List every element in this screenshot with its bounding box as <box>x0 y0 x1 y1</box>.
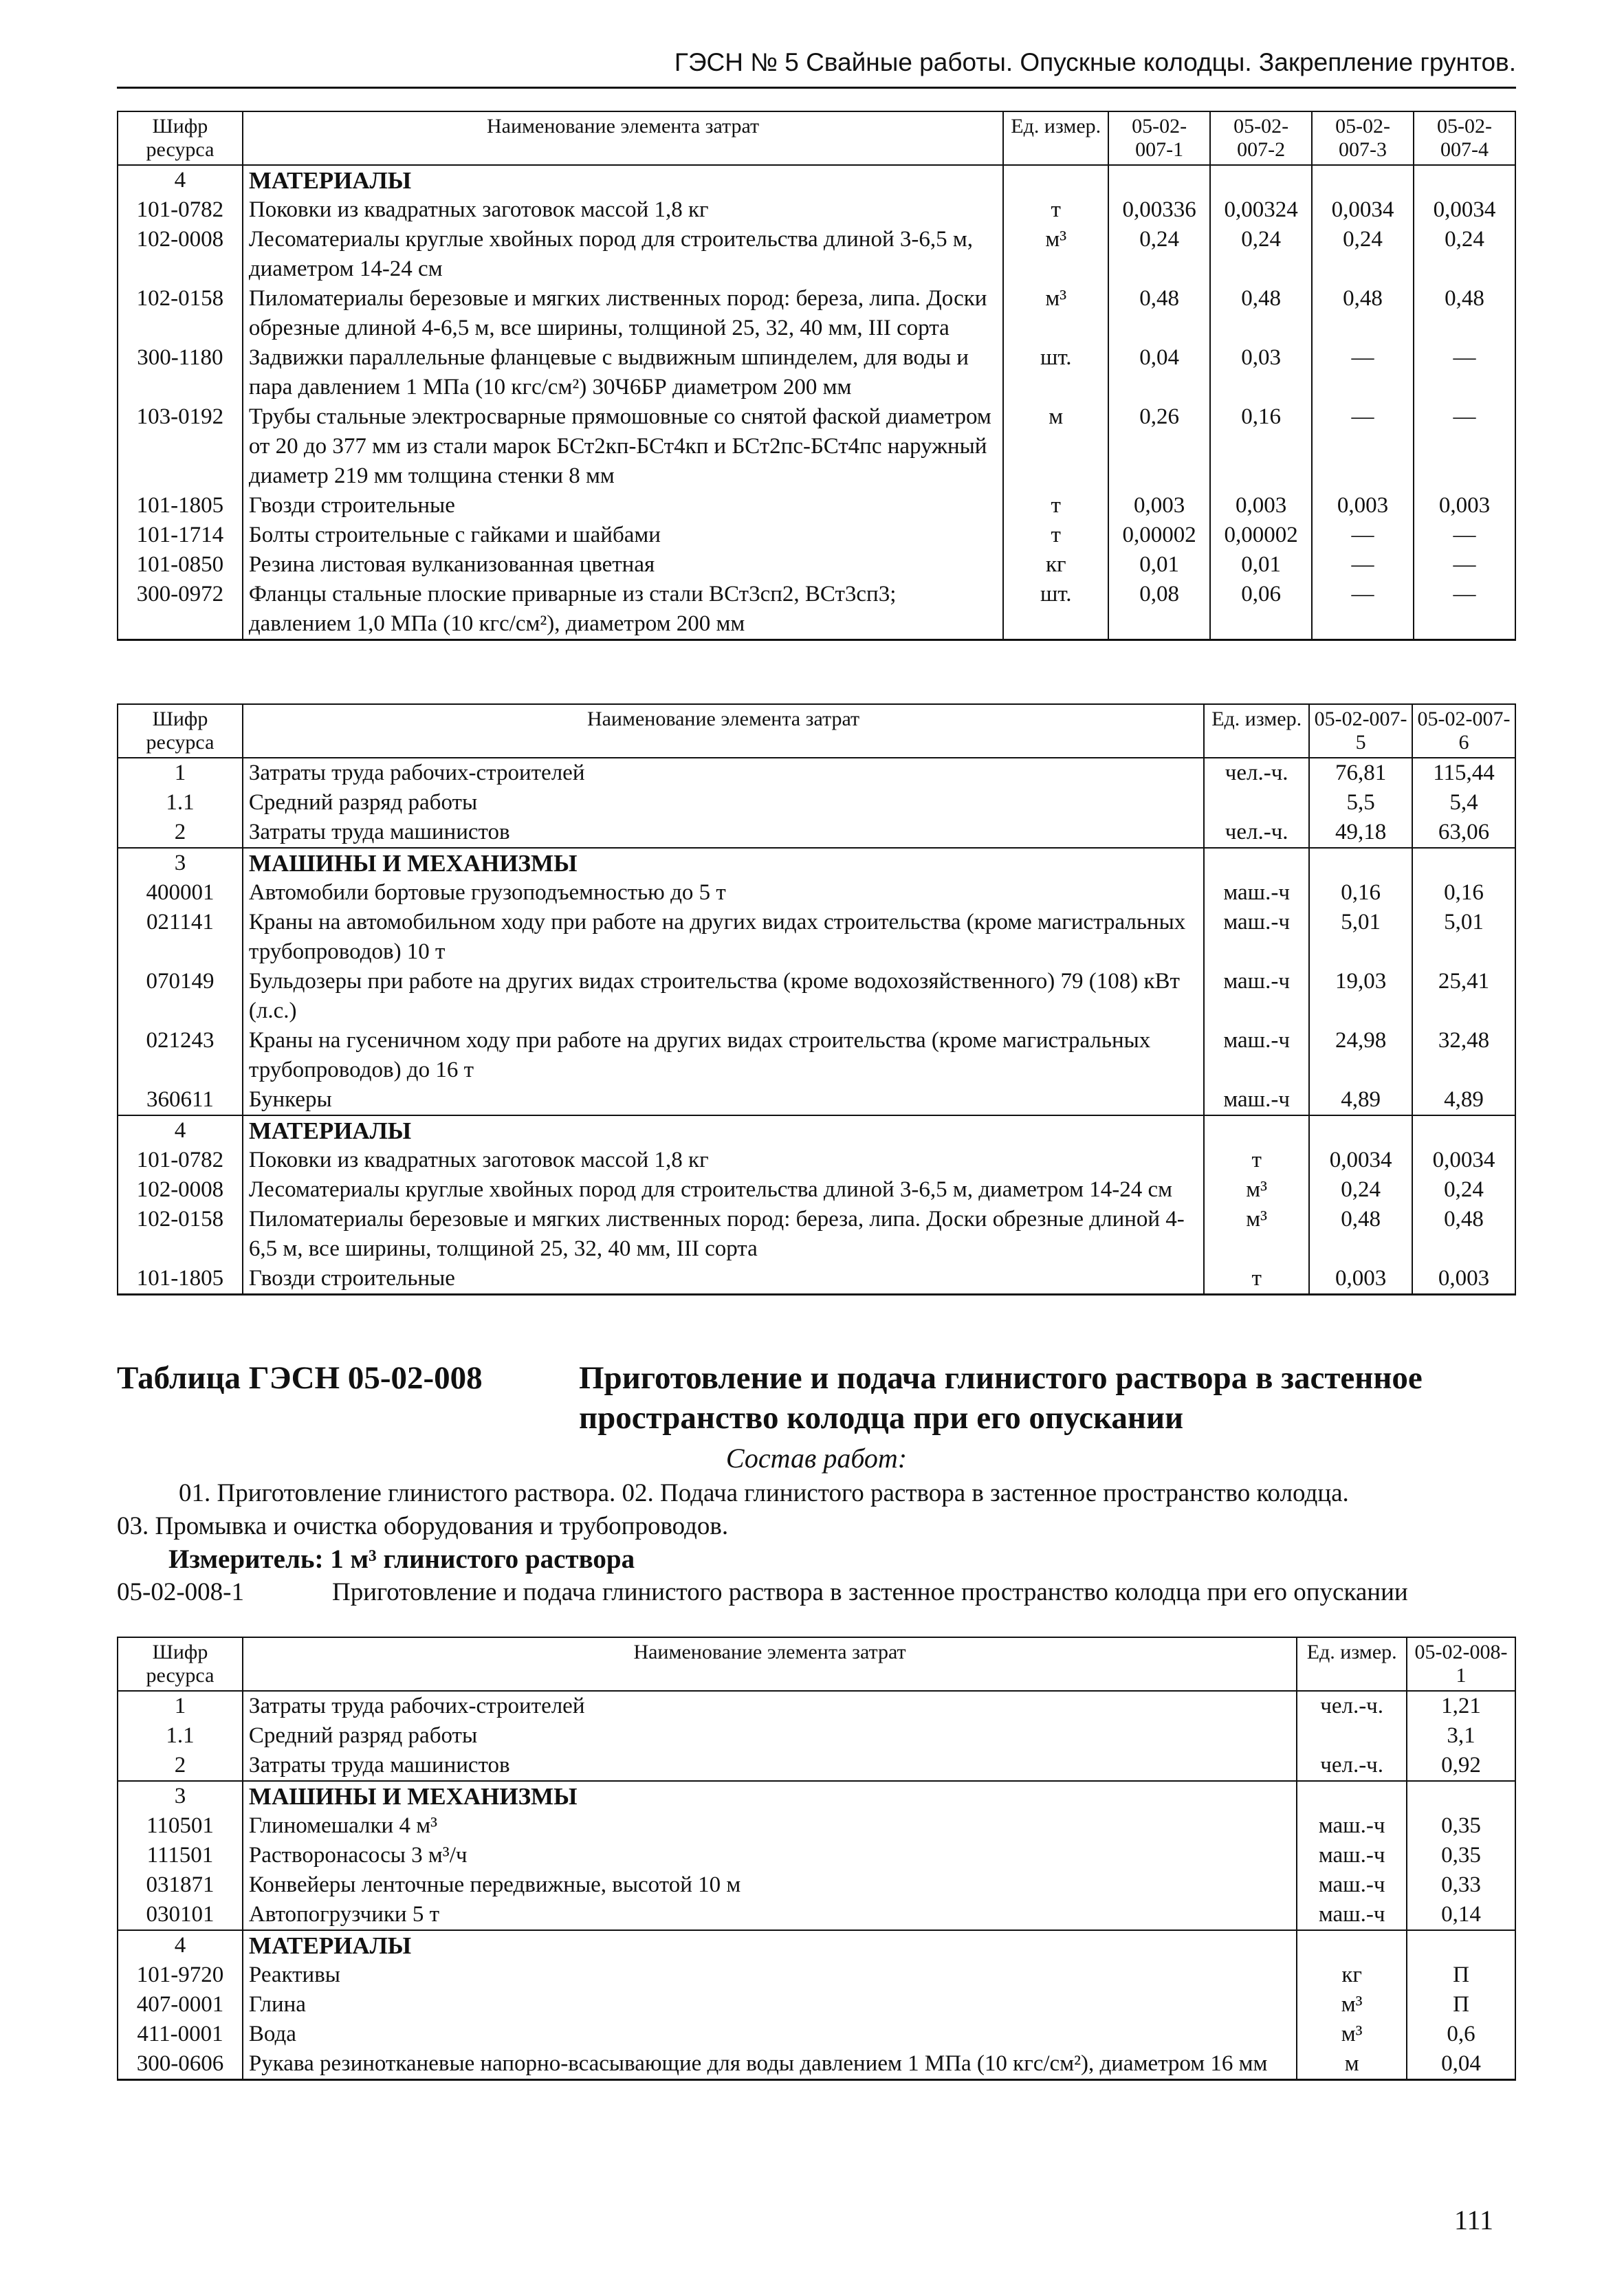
norm-value: 0,0034 <box>1309 1146 1412 1175</box>
norm-value: 0,33 <box>1407 1870 1515 1900</box>
table-title-text: Приготовление и подача глинистого раствора в застенное пространство колодца при его опускании <box>579 1360 1423 1436</box>
section-title: МАТЕРИАЛЫ <box>243 165 1003 195</box>
norm-value: 0,01 <box>1108 550 1210 580</box>
item-line <box>117 1576 1516 1609</box>
table-row <box>118 402 1515 491</box>
table-row <box>118 550 1515 580</box>
unit-cell <box>1297 1930 1407 1960</box>
resource-code: 1.1 <box>118 788 243 818</box>
meter-line: Измеритель: 1 м³ глинистого раствора <box>168 1544 635 1574</box>
resource-code: 111501 <box>118 1841 243 1870</box>
table-row <box>118 967 1515 1026</box>
resource-table-05-02-007-5-6 <box>117 703 1516 1295</box>
col-header-norm: 05-02-007-2 <box>1210 111 1312 165</box>
unit-cell: маш.-ч <box>1204 878 1309 908</box>
running-title: ГЭСН № 5 Свайные работы. Опускные колодцы. Закрепление грунтов. <box>674 48 1516 76</box>
unit-cell: кг <box>1003 550 1108 580</box>
norm-value: 0,003 <box>1108 491 1210 521</box>
section-row <box>118 848 1515 878</box>
table-row <box>118 580 1515 640</box>
resource-name: Трубы стальные электросварные прямошовные со снятой фаской диаметром от 20 до 377 мм из стали марок БСт2кп-БСт4кп и БСт2пс-БСт4пс наружный диаметр 219 мм толщина стенки 8 мм <box>243 402 1003 491</box>
norm-value: 0,00336 <box>1108 195 1210 225</box>
table-row <box>118 1085 1515 1115</box>
running-header <box>117 41 1516 89</box>
unit-cell: м³ <box>1003 284 1108 343</box>
norm-value: 0,003 <box>1414 491 1515 521</box>
unit-cell: чел.-ч. <box>1204 818 1309 848</box>
unit-cell: м <box>1003 402 1108 491</box>
resource-code: 2 <box>118 1751 243 1781</box>
norm-value: 0,00324 <box>1210 195 1312 225</box>
table-row <box>118 1900 1515 1930</box>
resource-code: 102-0158 <box>118 284 243 343</box>
norm-value: — <box>1312 521 1414 550</box>
unit-cell: м³ <box>1204 1175 1309 1205</box>
norm-value: 4,89 <box>1412 1085 1515 1115</box>
resource-name: Конвейеры ленточные передвижные, высотой 10 м <box>243 1870 1297 1900</box>
resource-name: Затраты труда рабочих-строителей <box>243 758 1204 788</box>
col-header-code: Шифр ресурса <box>118 1637 243 1691</box>
norm-value <box>1414 165 1515 195</box>
resource-name: Автопогрузчики 5 т <box>243 1900 1297 1930</box>
col-header-norm: 05-02-007-5 <box>1309 704 1412 758</box>
unit-cell <box>1204 848 1309 878</box>
norm-value: 32,48 <box>1412 1026 1515 1085</box>
resource-name: Гвозди строительные <box>243 1264 1204 1295</box>
resource-name: Бульдозеры при работе на других видах строительства (кроме водохозяйственного) 79 (108) кВт (л.с.) <box>243 967 1204 1026</box>
resource-code: 407-0001 <box>118 1990 243 2020</box>
table-row <box>118 2049 1515 2080</box>
norm-value: — <box>1312 343 1414 402</box>
norm-value: 0,24 <box>1108 225 1210 284</box>
unit-cell: маш.-ч <box>1204 1026 1309 1085</box>
resource-name: Задвижки параллельные фланцевые с выдвижным шпинделем, для воды и пара давлением 1 МПа (10 кгс/см²) 30Ч6БР диаметром 200 мм <box>243 343 1003 402</box>
unit-cell <box>1204 788 1309 818</box>
resource-table-05-02-008-1 <box>117 1637 1516 2081</box>
norm-value: 0,26 <box>1108 402 1210 491</box>
norm-value: 0,08 <box>1108 580 1210 640</box>
norm-value <box>1210 165 1312 195</box>
norm-value <box>1407 1781 1515 1811</box>
resource-name: Глина <box>243 1990 1297 2020</box>
table-row <box>118 758 1515 788</box>
resource-name: Затраты труда машинистов <box>243 818 1204 848</box>
resource-name: Средний разряд работы <box>243 788 1204 818</box>
unit-cell: м³ <box>1204 1205 1309 1264</box>
norm-value: 5,5 <box>1309 788 1412 818</box>
unit-cell <box>1204 1115 1309 1146</box>
composition-line-2: 03. Промывка и очистка оборудования и трубопроводов. <box>117 1512 729 1540</box>
resource-name: Краны на автомобильном ходу при работе на других видах строительства (кроме магистральных трубопроводов) 10 т <box>243 908 1204 967</box>
unit-cell: чел.-ч. <box>1204 758 1309 788</box>
table-row <box>118 225 1515 284</box>
norm-value: 19,03 <box>1309 967 1412 1026</box>
resource-code: 1.1 <box>118 1721 243 1751</box>
norm-value: 0,04 <box>1407 2049 1515 2080</box>
resource-table-05-02-007-1-4 <box>117 111 1516 641</box>
resource-code: 300-1180 <box>118 343 243 402</box>
unit-cell: шт. <box>1003 343 1108 402</box>
section-row <box>118 1930 1515 1960</box>
col-header-unit: Ед. измер. <box>1204 704 1309 758</box>
table-header-row <box>118 111 1515 165</box>
resource-code: 030101 <box>118 1900 243 1930</box>
section-row <box>118 165 1515 195</box>
table-row <box>118 284 1515 343</box>
norm-value: 0,01 <box>1210 550 1312 580</box>
norm-value: 0,48 <box>1414 284 1515 343</box>
table-row <box>118 1026 1515 1085</box>
table-row <box>118 1841 1515 1870</box>
resource-code: 021141 <box>118 908 243 967</box>
unit-cell: чел.-ч. <box>1297 1751 1407 1781</box>
norm-value: 0,6 <box>1407 2020 1515 2049</box>
table-row <box>118 195 1515 225</box>
resource-name: Автомобили бортовые грузоподъемностью до 5 т <box>243 878 1204 908</box>
section-title: МАШИНЫ И МЕХАНИЗМЫ <box>243 1781 1297 1811</box>
norm-value: П <box>1407 1990 1515 2020</box>
table-row <box>118 1751 1515 1781</box>
norm-value <box>1407 1930 1515 1960</box>
resource-name: Бункеры <box>243 1085 1204 1115</box>
table-row <box>118 1721 1515 1751</box>
resource-name: Растворонасосы 3 м³/ч <box>243 1841 1297 1870</box>
resource-name: Поковки из квадратных заготовок массой 1,8 кг <box>243 1146 1204 1175</box>
section-title: МАШИНЫ И МЕХАНИЗМЫ <box>243 848 1204 878</box>
resource-code: 110501 <box>118 1811 243 1841</box>
resource-name: Глиномешалки 4 м³ <box>243 1811 1297 1841</box>
unit-cell: т <box>1003 195 1108 225</box>
resource-code: 102-0158 <box>118 1205 243 1264</box>
resource-name: Резина листовая вулканизованная цветная <box>243 550 1003 580</box>
col-header-norm: 05-02-007-4 <box>1414 111 1515 165</box>
norm-value: 5,01 <box>1412 908 1515 967</box>
resource-name: Пиломатериалы березовые и мягких лиственных пород: береза, липа. Доски обрезные длиной 4-6,5 м, все ширины, толщиной 25, 32, 40 мм, III сорта <box>243 1205 1204 1264</box>
norm-value: — <box>1414 402 1515 491</box>
norm-value: 0,35 <box>1407 1811 1515 1841</box>
norm-value: — <box>1414 343 1515 402</box>
norm-value: 49,18 <box>1309 818 1412 848</box>
section-title: МАТЕРИАЛЫ <box>243 1115 1204 1146</box>
unit-cell: маш.-ч <box>1204 908 1309 967</box>
table-row <box>118 491 1515 521</box>
col-header-name: Наименование элемента затрат <box>243 1637 1297 1691</box>
norm-value: 0,003 <box>1412 1264 1515 1295</box>
norm-value <box>1309 848 1412 878</box>
norm-value: 0,16 <box>1412 878 1515 908</box>
norm-value: 0,0034 <box>1312 195 1414 225</box>
col-header-unit: Ед. измер. <box>1003 111 1108 165</box>
norm-value: — <box>1312 550 1414 580</box>
norm-value: 0,48 <box>1210 284 1312 343</box>
resource-code: 101-9720 <box>118 1960 243 1990</box>
norm-value: 0,04 <box>1108 343 1210 402</box>
norm-value: 0,06 <box>1210 580 1312 640</box>
unit-cell: м <box>1297 2049 1407 2080</box>
table-row <box>118 1990 1515 2020</box>
norm-value: 0,0034 <box>1414 195 1515 225</box>
item-name: Приготовление и подача глинистого раствора в застенное пространство колодца при его опускании <box>332 1578 1408 1606</box>
resource-name: Реактивы <box>243 1960 1297 1990</box>
section-title: МАТЕРИАЛЫ <box>243 1930 1297 1960</box>
unit-cell: т <box>1204 1146 1309 1175</box>
resource-code: 102-0008 <box>118 225 243 284</box>
unit-cell: шт. <box>1003 580 1108 640</box>
unit-cell: чел.-ч. <box>1297 1691 1407 1721</box>
col-header-code: Шифр ресурса <box>118 704 243 758</box>
resource-name: Поковки из квадратных заготовок массой 1,8 кг <box>243 195 1003 225</box>
norm-value: 0,14 <box>1407 1900 1515 1930</box>
table-row <box>118 1146 1515 1175</box>
table-row <box>118 878 1515 908</box>
norm-value: — <box>1312 580 1414 640</box>
norm-value: — <box>1414 550 1515 580</box>
resource-name: Лесоматериалы круглые хвойных пород для строительства длиной 3-6,5 м, диаметром 14-24 см <box>243 1175 1204 1205</box>
unit-cell: т <box>1003 521 1108 550</box>
resource-code: 101-0782 <box>118 195 243 225</box>
norm-value <box>1312 165 1414 195</box>
norm-value: 0,24 <box>1210 225 1312 284</box>
norm-value: 0,24 <box>1309 1175 1412 1205</box>
unit-cell: маш.-ч <box>1204 1085 1309 1115</box>
norm-value: 0,003 <box>1210 491 1312 521</box>
norm-value: 0,35 <box>1407 1841 1515 1870</box>
table-header-row <box>118 1637 1515 1691</box>
section-row <box>118 1781 1515 1811</box>
resource-code: 103-0192 <box>118 402 243 491</box>
table-row <box>118 1175 1515 1205</box>
col-header-norm: 05-02-008-1 <box>1407 1637 1515 1691</box>
norm-value: 0,003 <box>1309 1264 1412 1295</box>
resource-code: 101-1805 <box>118 1264 243 1295</box>
norm-value: 0,24 <box>1412 1175 1515 1205</box>
norm-value: 0,16 <box>1309 878 1412 908</box>
norm-value: 0,24 <box>1414 225 1515 284</box>
norm-value: 0,92 <box>1407 1751 1515 1781</box>
unit-cell: м³ <box>1003 225 1108 284</box>
table-row <box>118 2020 1515 2049</box>
norm-value <box>1108 165 1210 195</box>
resource-code: 101-0782 <box>118 1146 243 1175</box>
unit-cell: маш.-ч <box>1297 1811 1407 1841</box>
item-code: 05-02-008-1 <box>117 1578 244 1606</box>
resource-code: 1 <box>118 758 243 788</box>
norm-value: 115,44 <box>1412 758 1515 788</box>
norm-value: 5,4 <box>1412 788 1515 818</box>
norm-value: 0,48 <box>1412 1205 1515 1264</box>
table-row <box>118 1960 1515 1990</box>
table-row <box>118 1811 1515 1841</box>
composition-line-1: 01. Приготовление глинистого раствора. 02. Подача глинистого раствора в застенное пространство колодца. <box>179 1479 1349 1507</box>
norm-value <box>1309 1115 1412 1146</box>
table-header-row <box>118 704 1515 758</box>
resource-code: 400001 <box>118 878 243 908</box>
unit-cell <box>1297 1721 1407 1751</box>
norm-value: 0,0034 <box>1412 1146 1515 1175</box>
norm-value: 0,003 <box>1312 491 1414 521</box>
resource-code: 300-0972 <box>118 580 243 640</box>
page-number: 111 <box>1454 2205 1494 2235</box>
norm-value: 24,98 <box>1309 1026 1412 1085</box>
norm-value: — <box>1312 402 1414 491</box>
resource-code: 1 <box>118 1691 243 1721</box>
norm-value: 25,41 <box>1412 967 1515 1026</box>
resource-name: Лесоматериалы круглые хвойных пород для строительства длиной 3-6,5 м, диаметром 14-24 см <box>243 225 1003 284</box>
resource-code: 031871 <box>118 1870 243 1900</box>
norm-value: — <box>1414 580 1515 640</box>
composition-heading: Состав работ: <box>725 1443 908 1474</box>
table-row <box>118 1691 1515 1721</box>
resource-name: Краны на гусеничном ходу при работе на других видах строительства (кроме магистральных трубопроводов) до 16 т <box>243 1026 1204 1085</box>
resource-name: Пиломатериалы березовые и мягких лиственных пород: береза, липа. Доски обрезные длиной 4-6,5 м, все ширины, толщиной 25, 32, 40 мм, III сорта <box>243 284 1003 343</box>
resource-name: Болты строительные с гайками и шайбами <box>243 521 1003 550</box>
resource-code: 102-0008 <box>118 1175 243 1205</box>
table-row <box>118 908 1515 967</box>
resource-code: 101-1714 <box>118 521 243 550</box>
norm-value: 3,1 <box>1407 1721 1515 1751</box>
resource-name: Затраты труда машинистов <box>243 1751 1297 1781</box>
norm-value: 0,00002 <box>1210 521 1312 550</box>
resource-code: 101-1805 <box>118 491 243 521</box>
resource-code: 070149 <box>118 967 243 1026</box>
unit-cell: маш.-ч <box>1297 1841 1407 1870</box>
norm-value: 5,01 <box>1309 908 1412 967</box>
unit-cell: маш.-ч <box>1204 967 1309 1026</box>
unit-cell <box>1003 165 1108 195</box>
col-header-name: Наименование элемента затрат <box>243 111 1003 165</box>
unit-cell: кг <box>1297 1960 1407 1990</box>
resource-code: 3 <box>118 1781 243 1811</box>
resource-name: Фланцы стальные плоские приварные из стали ВСт3сп2, ВСт3сп3; давлением 1,0 МПа (10 кгс/см²), диаметром 200 мм <box>243 580 1003 640</box>
col-header-unit: Ед. измер. <box>1297 1637 1407 1691</box>
resource-code: 4 <box>118 1115 243 1146</box>
resource-name: Средний разряд работы <box>243 1721 1297 1751</box>
unit-cell: маш.-ч <box>1297 1900 1407 1930</box>
norm-value: 0,03 <box>1210 343 1312 402</box>
resource-name: Гвозди строительные <box>243 491 1003 521</box>
unit-cell: м³ <box>1297 1990 1407 2020</box>
norm-value <box>1412 848 1515 878</box>
norm-value: 4,89 <box>1309 1085 1412 1115</box>
norm-value: 1,21 <box>1407 1691 1515 1721</box>
norm-value: 0,24 <box>1312 225 1414 284</box>
norm-value: 0,48 <box>1309 1205 1412 1264</box>
table-row <box>118 818 1515 848</box>
unit-cell: т <box>1003 491 1108 521</box>
unit-cell: маш.-ч <box>1297 1870 1407 1900</box>
resource-code: 101-0850 <box>118 550 243 580</box>
resource-name: Вода <box>243 2020 1297 2049</box>
unit-cell <box>1297 1781 1407 1811</box>
resource-code: 2 <box>118 818 243 848</box>
norm-value: 76,81 <box>1309 758 1412 788</box>
col-header-norm: 05-02-007-3 <box>1312 111 1414 165</box>
resource-name: Рукава резинотканевые напорно-всасывающие для воды давлением 1 МПа (10 кгс/см²), диаметром 16 мм <box>243 2049 1297 2080</box>
norm-value <box>1412 1115 1515 1146</box>
resource-code: 360611 <box>118 1085 243 1115</box>
table-row <box>118 788 1515 818</box>
resource-code: 021243 <box>118 1026 243 1085</box>
resource-code: 4 <box>118 1930 243 1960</box>
col-header-norm: 05-02-007-1 <box>1108 111 1210 165</box>
table-row <box>118 1264 1515 1295</box>
norm-value: П <box>1407 1960 1515 1990</box>
unit-cell: т <box>1204 1264 1309 1295</box>
norm-value: 63,06 <box>1412 818 1515 848</box>
norm-value: — <box>1414 521 1515 550</box>
col-header-code: Шифр ресурса <box>118 111 243 165</box>
table-row <box>118 521 1515 550</box>
col-header-norm: 05-02-007-6 <box>1412 704 1515 758</box>
resource-name: Затраты труда рабочих-строителей <box>243 1691 1297 1721</box>
norm-value: 0,16 <box>1210 402 1312 491</box>
resource-code: 4 <box>118 165 243 195</box>
table-row <box>118 1205 1515 1264</box>
table-title-label: Таблица ГЭСН 05-02-008 <box>117 1360 483 1396</box>
resource-code: 3 <box>118 848 243 878</box>
resource-code: 300-0606 <box>118 2049 243 2080</box>
resource-code: 411-0001 <box>118 2020 243 2049</box>
norm-value: 0,00002 <box>1108 521 1210 550</box>
col-header-name: Наименование элемента затрат <box>243 704 1204 758</box>
table-row <box>118 343 1515 402</box>
unit-cell: м³ <box>1297 2020 1407 2049</box>
section-row <box>118 1115 1515 1146</box>
table-row <box>118 1870 1515 1900</box>
norm-value: 0,48 <box>1312 284 1414 343</box>
norm-value: 0,48 <box>1108 284 1210 343</box>
